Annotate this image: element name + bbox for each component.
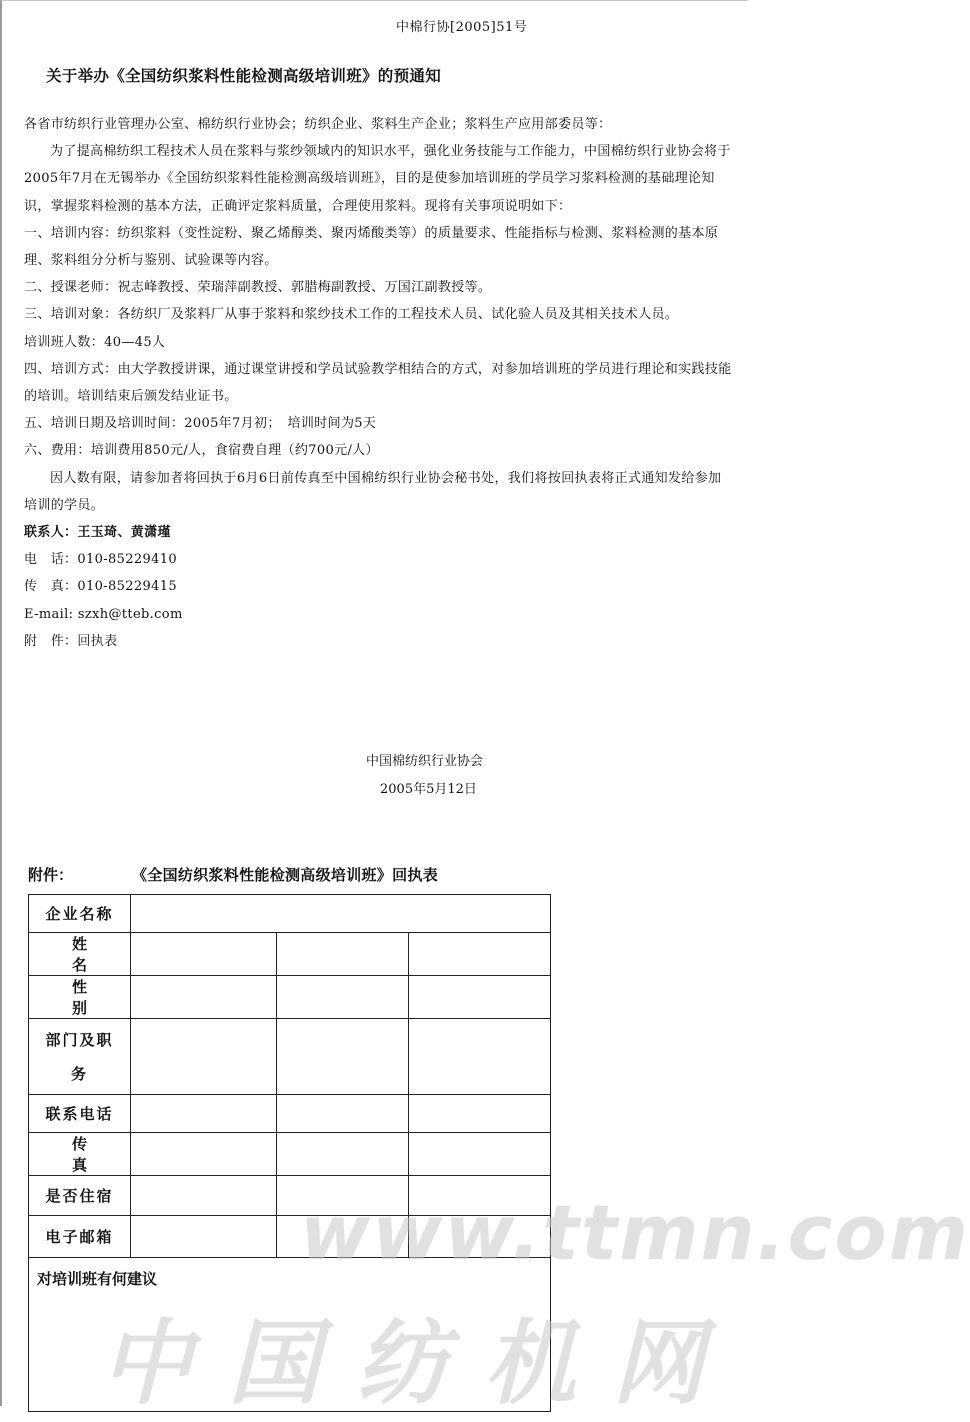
item-schedule: 五、培训日期及培训时间：2005年7月初； 培训时间为5天 (24, 416, 377, 432)
item-method: 四、培训方式：由大学教授讲课，通过课堂讲授和学员试验教学相结合的方式，对参加培训班的学员进行理论和实践技能的培训。培训结束后颁发结业证书。 (24, 361, 732, 405)
field-gender-1 (131, 976, 277, 1019)
notice-body (24, 111, 732, 655)
label-phone: 联系电话 (29, 1095, 131, 1133)
field-name-1 (131, 933, 277, 976)
contact-email: E-mail: szxh@tteb.com (24, 606, 183, 622)
field-phone-2 (277, 1095, 409, 1133)
item-headcount: 培训班人数：40—45人 (24, 334, 166, 350)
field-lodging-3 (409, 1176, 551, 1216)
label-lodging: 是否住宿 (29, 1176, 131, 1216)
closing-paragraph: 因人数有限，请参加者将回执于6月6日前传真至中国棉纺织行业协会秘书处，我们将按回执表将正式通知发给参加培训的学员。 (24, 470, 722, 513)
receipt-title: 《全国纺织浆料性能检测高级培训班》回执表 (132, 866, 439, 884)
field-phone-1 (131, 1095, 277, 1133)
item-audience: 三、培训对象：各纺织厂及浆料厂从事于浆料和浆纱技术工作的工程技术人员、试化验人员及其相关技术人员。 (24, 307, 679, 323)
field-name-3 (409, 933, 551, 976)
label-suggestion: 对培训班有何建议 (29, 1258, 551, 1412)
item-training-content: 一、培训内容：纺织浆料（变性淀粉、聚乙烯醇类、聚丙烯酸类等）的质量要求、性能指标与检测、浆料检测的基本原理、浆料组分分析与鉴别、试验课等内容。 (24, 225, 719, 269)
item-fees: 六、费用：培训费用850元/人，食宿费自理（约700元/人） (24, 443, 379, 459)
field-lodging-1 (131, 1176, 277, 1216)
contact-phone: 电 话：010-85229410 (24, 552, 177, 568)
item-teachers: 二、授课老师：祝志峰教授、荣瑞萍副教授、郭腊梅副教授、万国江副教授等。 (24, 280, 492, 296)
field-gender-3 (409, 976, 551, 1019)
field-fax-1 (131, 1133, 277, 1176)
signature-date: 2005年5月12日 (380, 782, 477, 797)
field-email-2 (277, 1216, 409, 1258)
receipt-form (28, 894, 551, 1412)
watermark-url: www.ttmn.com (300, 1188, 970, 1277)
label-fax: 传 真 (29, 1133, 131, 1176)
field-email-3 (409, 1216, 551, 1258)
field-fax-2 (277, 1133, 409, 1176)
field-dept-3 (409, 1019, 551, 1095)
field-fax-3 (409, 1133, 551, 1176)
label-email: 电子邮箱 (29, 1216, 131, 1258)
field-gender-2 (277, 976, 409, 1019)
label-name: 姓 名 (29, 933, 131, 976)
field-email-1 (131, 1216, 277, 1258)
field-phone-3 (409, 1095, 551, 1133)
label-department-line1: 部门及职 (45, 1030, 114, 1049)
recipients: 各省市纺织行业管理办公室、棉纺织行业协会；纺织企业、浆料生产企业；浆料生产应用部委员等： (24, 117, 612, 132)
attachment-label: 附件： (28, 866, 74, 884)
signature-org: 中国棉纺织行业协会 (366, 754, 484, 769)
label-gender: 性 别 (29, 976, 131, 1019)
attachment-note: 附 件：回执表 (24, 633, 118, 649)
field-dept-2 (277, 1019, 409, 1095)
field-company (131, 895, 551, 933)
field-name-2 (277, 933, 409, 976)
label-company: 企业名称 (29, 895, 131, 933)
field-dept-1 (131, 1019, 277, 1095)
contact-person: 联系人：王玉琦、黄潇瑾 (24, 525, 171, 541)
document-title: 关于举办《全国纺织浆料性能检测高级培训班》的预通知 (46, 67, 442, 85)
document-number: 中棉行协[2005]51号 (396, 20, 528, 35)
watermark-site-name: 中国纺机网 (100, 1310, 741, 1417)
intro-paragraph: 为了提高棉纺织工程技术人员在浆料与浆纱领域内的知识水平，强化业务技能与工作能力，中国棉纺织行业协会将于2005年7月在无锡举办《全国纺织浆料性能检测高级培训班》，目的是使参加培训班的学员学习浆料检测的基础理论知识，掌握浆料检测的基本方法，正确评定浆料质量，合理使用浆料。现将有关事项说明如下： (24, 144, 731, 214)
contact-fax: 传 真：010-85229415 (24, 579, 177, 595)
field-lodging-2 (277, 1176, 409, 1216)
label-department-line2: 务 (70, 1064, 88, 1083)
label-department (29, 1019, 131, 1095)
